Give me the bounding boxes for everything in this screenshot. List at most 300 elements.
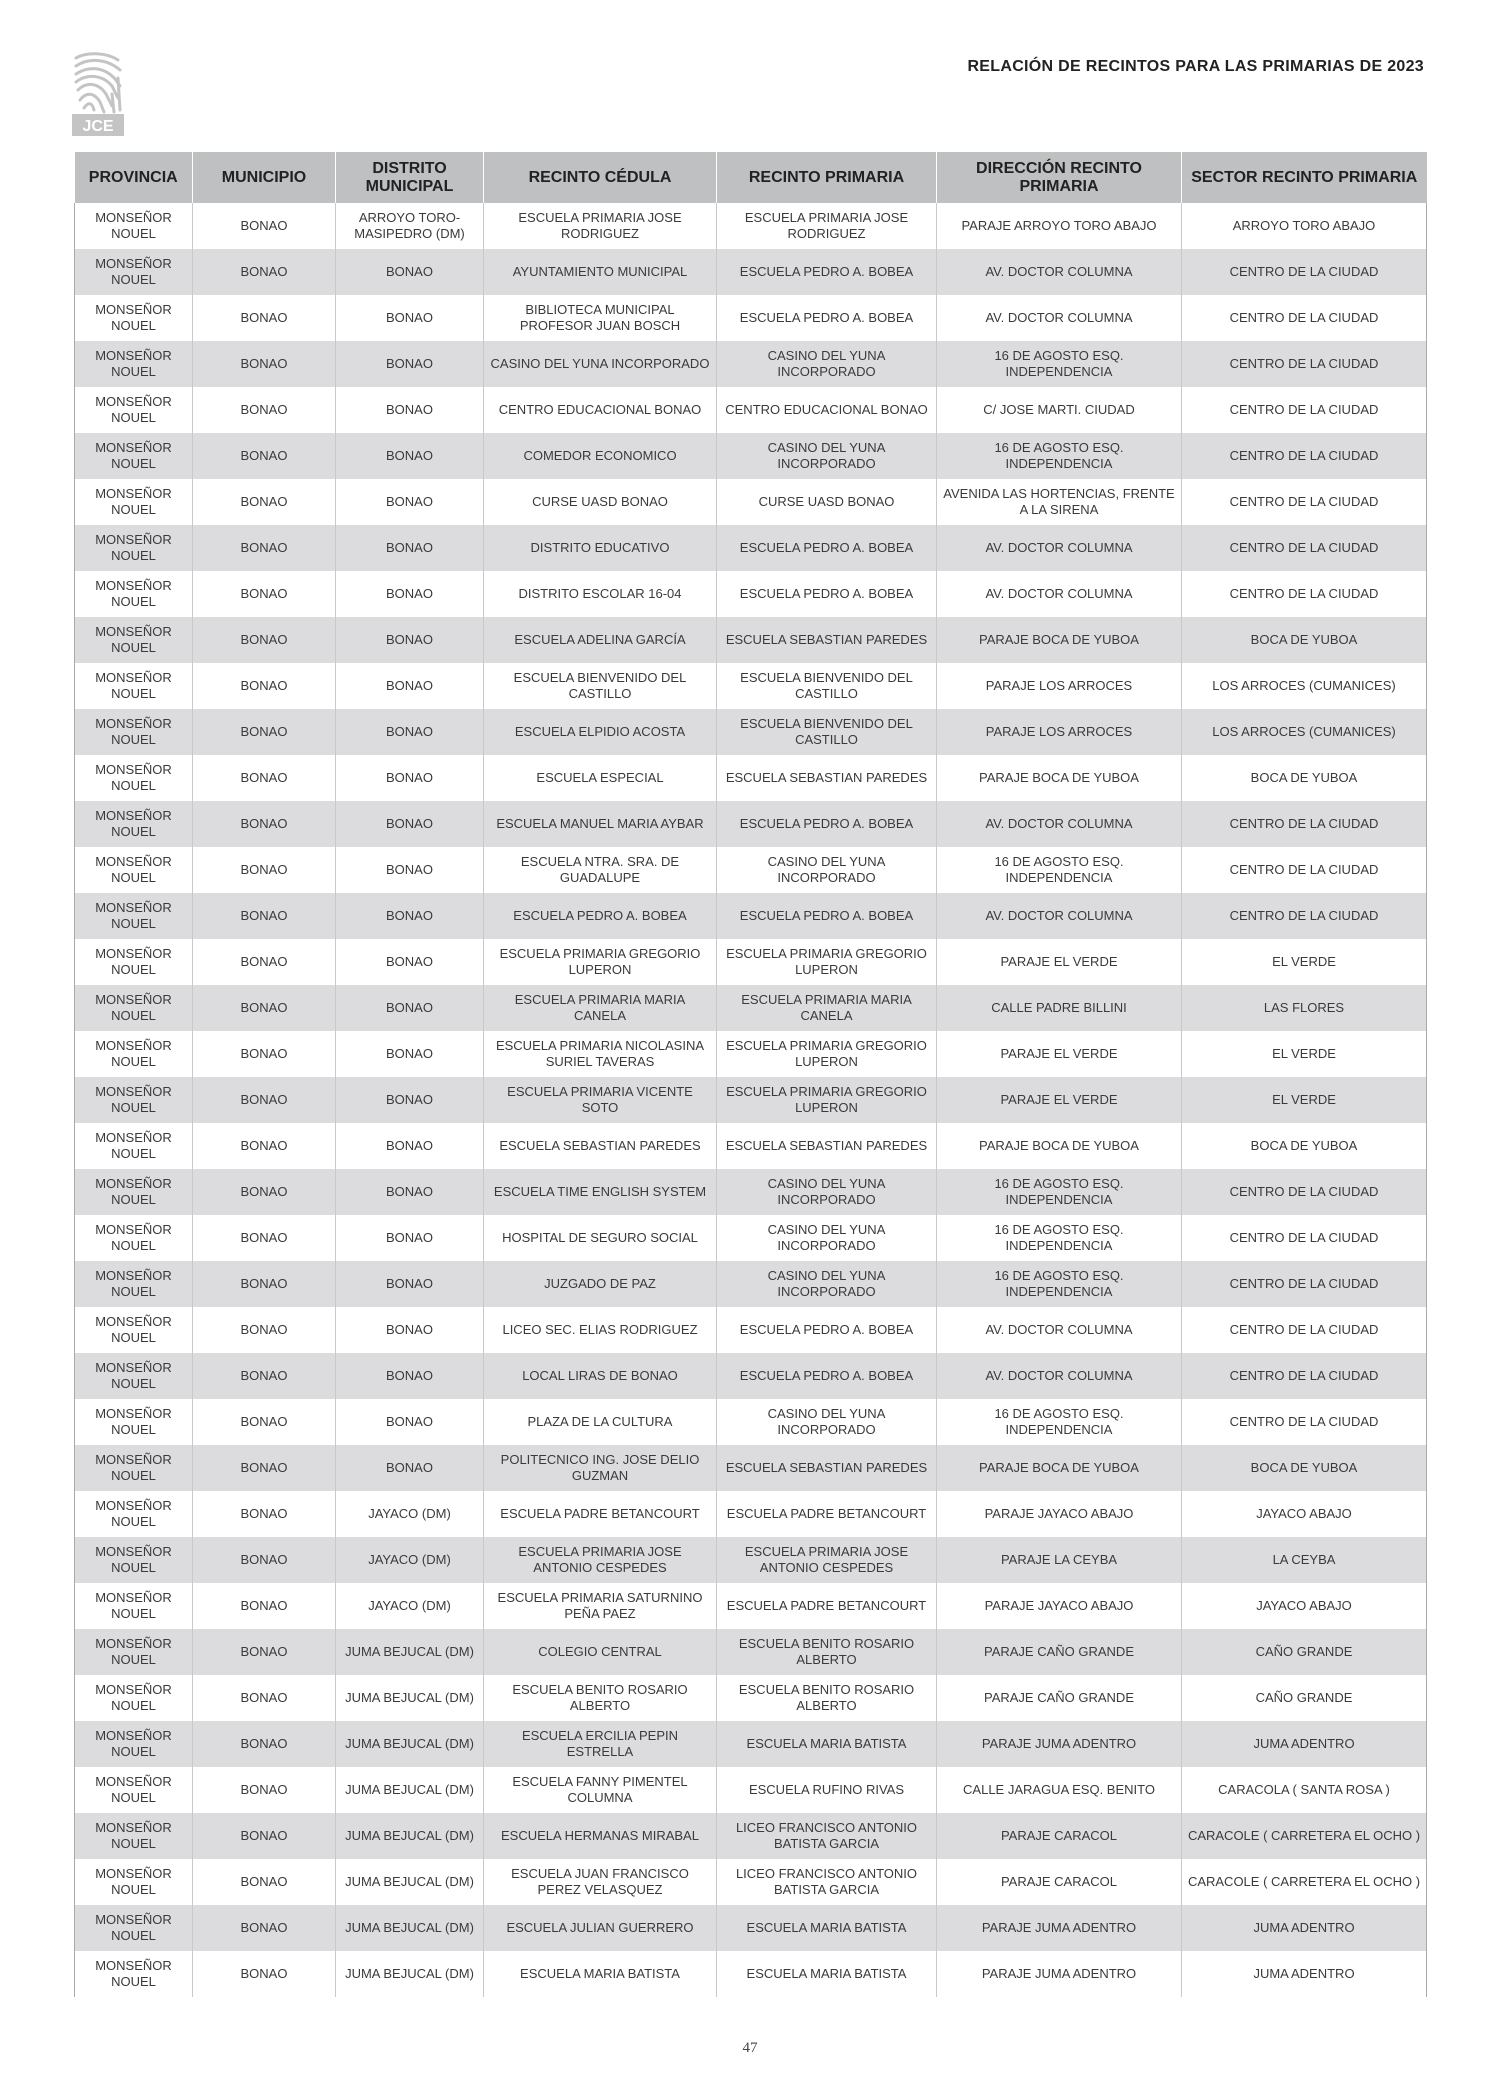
- cell-sector: BOCA DE YUBOA: [1182, 617, 1427, 663]
- cell-provincia: MONSEÑOR NOUEL: [75, 525, 193, 571]
- table-row: [75, 1261, 1427, 1307]
- cell-recinto-cedula: ESCUELA HERMANAS MIRABAL: [484, 1813, 717, 1859]
- cell-sector: CAÑO GRANDE: [1182, 1675, 1427, 1721]
- cell-recinto-cedula: ESCUELA JULIAN GUERRERO: [484, 1905, 717, 1951]
- table-row: [75, 479, 1427, 525]
- cell-direccion: PARAJE LOS ARROCES: [937, 663, 1182, 709]
- cell-municipio: BONAO: [193, 295, 336, 341]
- cell-municipio: BONAO: [193, 525, 336, 571]
- cell-distrito-municipal: BONAO: [336, 525, 484, 571]
- cell-provincia: MONSEÑOR NOUEL: [75, 755, 193, 801]
- cell-recinto-cedula: ESCUELA ELPIDIO ACOSTA: [484, 709, 717, 755]
- cell-recinto-cedula: HOSPITAL DE SEGURO SOCIAL: [484, 1215, 717, 1261]
- cell-distrito-municipal: BONAO: [336, 1261, 484, 1307]
- cell-recinto-cedula: ESCUELA PRIMARIA NICOLASINA SURIEL TAVERAS: [484, 1031, 717, 1077]
- cell-provincia: MONSEÑOR NOUEL: [75, 939, 193, 985]
- table-row: [75, 1951, 1427, 1997]
- cell-distrito-municipal: JUMA BEJUCAL (DM): [336, 1951, 484, 1997]
- cell-direccion: PARAJE EL VERDE: [937, 1031, 1182, 1077]
- table-row: [75, 1307, 1427, 1353]
- cell-sector: CENTRO DE LA CIUDAD: [1182, 433, 1427, 479]
- cell-direccion: C/ JOSE MARTI. CIUDAD: [937, 387, 1182, 433]
- cell-municipio: BONAO: [193, 893, 336, 939]
- cell-provincia: MONSEÑOR NOUEL: [75, 1307, 193, 1353]
- cell-distrito-municipal: BONAO: [336, 341, 484, 387]
- cell-recinto-cedula: PLAZA DE LA CULTURA: [484, 1399, 717, 1445]
- cell-provincia: MONSEÑOR NOUEL: [75, 617, 193, 663]
- cell-provincia: MONSEÑOR NOUEL: [75, 1169, 193, 1215]
- cell-provincia: MONSEÑOR NOUEL: [75, 847, 193, 893]
- cell-municipio: BONAO: [193, 1307, 336, 1353]
- cell-recinto-primaria: ESCUELA PRIMARIA GREGORIO LUPERON: [717, 1077, 937, 1123]
- cell-sector: CARACOLE ( CARRETERA EL OCHO ): [1182, 1813, 1427, 1859]
- cell-municipio: BONAO: [193, 1215, 336, 1261]
- cell-municipio: BONAO: [193, 1445, 336, 1491]
- cell-sector: CENTRO DE LA CIUDAD: [1182, 847, 1427, 893]
- cell-recinto-primaria: ESCUELA SEBASTIAN PAREDES: [717, 617, 937, 663]
- cell-direccion: CALLE JARAGUA ESQ. BENITO: [937, 1767, 1182, 1813]
- cell-distrito-municipal: JUMA BEJUCAL (DM): [336, 1813, 484, 1859]
- cell-recinto-cedula: ESCUELA MARIA BATISTA: [484, 1951, 717, 1997]
- cell-sector: CARACOLA ( SANTA ROSA ): [1182, 1767, 1427, 1813]
- cell-recinto-cedula: COLEGIO CENTRAL: [484, 1629, 717, 1675]
- cell-recinto-cedula: CENTRO EDUCACIONAL BONAO: [484, 387, 717, 433]
- cell-municipio: BONAO: [193, 1537, 336, 1583]
- cell-recinto-cedula: ESCUELA BENITO ROSARIO ALBERTO: [484, 1675, 717, 1721]
- cell-direccion: PARAJE JAYACO ABAJO: [937, 1583, 1182, 1629]
- cell-recinto-primaria: ESCUELA PEDRO A. BOBEA: [717, 893, 937, 939]
- cell-direccion: PARAJE BOCA DE YUBOA: [937, 617, 1182, 663]
- cell-direccion: AV. DOCTOR COLUMNA: [937, 1307, 1182, 1353]
- cell-direccion: PARAJE LOS ARROCES: [937, 709, 1182, 755]
- cell-municipio: BONAO: [193, 939, 336, 985]
- cell-sector: BOCA DE YUBOA: [1182, 1445, 1427, 1491]
- table-row: [75, 249, 1427, 295]
- cell-distrito-municipal: BONAO: [336, 663, 484, 709]
- cell-recinto-primaria: ESCUELA PEDRO A. BOBEA: [717, 801, 937, 847]
- cell-distrito-municipal: BONAO: [336, 617, 484, 663]
- cell-municipio: BONAO: [193, 1675, 336, 1721]
- table-header: [75, 152, 1427, 203]
- cell-sector: LAS FLORES: [1182, 985, 1427, 1031]
- cell-recinto-primaria: CENTRO EDUCACIONAL BONAO: [717, 387, 937, 433]
- cell-provincia: MONSEÑOR NOUEL: [75, 433, 193, 479]
- cell-recinto-primaria: ESCUELA PEDRO A. BOBEA: [717, 571, 937, 617]
- cell-distrito-municipal: JAYACO (DM): [336, 1537, 484, 1583]
- cell-recinto-cedula: DISTRITO ESCOLAR 16-04: [484, 571, 717, 617]
- cell-sector: EL VERDE: [1182, 1031, 1427, 1077]
- cell-recinto-cedula: ESCUELA PRIMARIA SATURNINO PEÑA PAEZ: [484, 1583, 717, 1629]
- cell-recinto-cedula: ESCUELA PRIMARIA MARIA CANELA: [484, 985, 717, 1031]
- cell-municipio: BONAO: [193, 1583, 336, 1629]
- cell-direccion: PARAJE BOCA DE YUBOA: [937, 1123, 1182, 1169]
- cell-municipio: BONAO: [193, 1031, 336, 1077]
- cell-recinto-primaria: ESCUELA PEDRO A. BOBEA: [717, 1307, 937, 1353]
- cell-direccion: 16 DE AGOSTO ESQ. INDEPENDENCIA: [937, 847, 1182, 893]
- cell-recinto-primaria: ESCUELA PADRE BETANCOURT: [717, 1491, 937, 1537]
- cell-recinto-cedula: ESCUELA ADELINA GARCÍA: [484, 617, 717, 663]
- cell-distrito-municipal: BONAO: [336, 939, 484, 985]
- cell-direccion: 16 DE AGOSTO ESQ. INDEPENDENCIA: [937, 1399, 1182, 1445]
- cell-recinto-primaria: CASINO DEL YUNA INCORPORADO: [717, 1261, 937, 1307]
- cell-municipio: BONAO: [193, 1767, 336, 1813]
- cell-recinto-cedula: ESCUELA BIENVENIDO DEL CASTILLO: [484, 663, 717, 709]
- cell-distrito-municipal: BONAO: [336, 1307, 484, 1353]
- cell-provincia: MONSEÑOR NOUEL: [75, 1353, 193, 1399]
- cell-recinto-primaria: ESCUELA PEDRO A. BOBEA: [717, 249, 937, 295]
- cell-direccion: PARAJE CAÑO GRANDE: [937, 1675, 1182, 1721]
- cell-provincia: MONSEÑOR NOUEL: [75, 1491, 193, 1537]
- cell-direccion: PARAJE EL VERDE: [937, 939, 1182, 985]
- cell-provincia: MONSEÑOR NOUEL: [75, 663, 193, 709]
- cell-sector: JUMA ADENTRO: [1182, 1721, 1427, 1767]
- cell-recinto-cedula: ESCUELA PRIMARIA JOSE ANTONIO CESPEDES: [484, 1537, 717, 1583]
- cell-recinto-primaria: ESCUELA MARIA BATISTA: [717, 1721, 937, 1767]
- table-body: [75, 203, 1427, 1997]
- cell-sector: LOS ARROCES (CUMANICES): [1182, 709, 1427, 755]
- table-row: [75, 893, 1427, 939]
- cell-provincia: MONSEÑOR NOUEL: [75, 341, 193, 387]
- cell-municipio: BONAO: [193, 571, 336, 617]
- cell-sector: JUMA ADENTRO: [1182, 1905, 1427, 1951]
- cell-provincia: MONSEÑOR NOUEL: [75, 203, 193, 249]
- cell-recinto-cedula: ESCUELA ERCILIA PEPIN ESTRELLA: [484, 1721, 717, 1767]
- cell-direccion: 16 DE AGOSTO ESQ. INDEPENDENCIA: [937, 433, 1182, 479]
- cell-recinto-cedula: LICEO SEC. ELIAS RODRIGUEZ: [484, 1307, 717, 1353]
- cell-direccion: PARAJE ARROYO TORO ABAJO: [937, 203, 1182, 249]
- cell-recinto-primaria: LICEO FRANCISCO ANTONIO BATISTA GARCIA: [717, 1859, 937, 1905]
- cell-distrito-municipal: JUMA BEJUCAL (DM): [336, 1859, 484, 1905]
- column-header-recinto-cedula: RECINTO CÉDULA: [484, 152, 717, 203]
- cell-recinto-cedula: ESCUELA JUAN FRANCISCO PEREZ VELASQUEZ: [484, 1859, 717, 1905]
- cell-distrito-municipal: JUMA BEJUCAL (DM): [336, 1675, 484, 1721]
- cell-provincia: MONSEÑOR NOUEL: [75, 709, 193, 755]
- cell-recinto-primaria: ESCUELA PRIMARIA GREGORIO LUPERON: [717, 1031, 937, 1077]
- cell-distrito-municipal: BONAO: [336, 387, 484, 433]
- table-row: [75, 433, 1427, 479]
- column-header-provincia: PROVINCIA: [75, 152, 193, 203]
- cell-distrito-municipal: BONAO: [336, 755, 484, 801]
- cell-municipio: BONAO: [193, 1629, 336, 1675]
- cell-sector: LA CEYBA: [1182, 1537, 1427, 1583]
- cell-distrito-municipal: JUMA BEJUCAL (DM): [336, 1721, 484, 1767]
- cell-direccion: PARAJE BOCA DE YUBOA: [937, 755, 1182, 801]
- column-header-distrito-municipal: DISTRITO MUNICIPAL: [336, 152, 484, 203]
- cell-recinto-cedula: CASINO DEL YUNA INCORPORADO: [484, 341, 717, 387]
- table-row: [75, 617, 1427, 663]
- cell-direccion: AV. DOCTOR COLUMNA: [937, 571, 1182, 617]
- table-row: [75, 1077, 1427, 1123]
- cell-sector: CENTRO DE LA CIUDAD: [1182, 525, 1427, 571]
- cell-sector: CENTRO DE LA CIUDAD: [1182, 387, 1427, 433]
- jce-logo: [72, 50, 124, 136]
- table-row: [75, 709, 1427, 755]
- table-row: [75, 985, 1427, 1031]
- cell-direccion: CALLE PADRE BILLINI: [937, 985, 1182, 1031]
- cell-direccion: PARAJE JUMA ADENTRO: [937, 1905, 1182, 1951]
- cell-sector: CENTRO DE LA CIUDAD: [1182, 1353, 1427, 1399]
- cell-direccion: 16 DE AGOSTO ESQ. INDEPENDENCIA: [937, 1215, 1182, 1261]
- cell-recinto-cedula: ESCUELA PRIMARIA VICENTE SOTO: [484, 1077, 717, 1123]
- table-row: [75, 939, 1427, 985]
- cell-distrito-municipal: JUMA BEJUCAL (DM): [336, 1905, 484, 1951]
- cell-municipio: BONAO: [193, 1491, 336, 1537]
- cell-provincia: MONSEÑOR NOUEL: [75, 1077, 193, 1123]
- cell-direccion: AV. DOCTOR COLUMNA: [937, 893, 1182, 939]
- cell-municipio: BONAO: [193, 755, 336, 801]
- cell-distrito-municipal: BONAO: [336, 571, 484, 617]
- table-row: [75, 1675, 1427, 1721]
- cell-provincia: MONSEÑOR NOUEL: [75, 1721, 193, 1767]
- cell-recinto-primaria: CASINO DEL YUNA INCORPORADO: [717, 1399, 937, 1445]
- cell-recinto-primaria: ESCUELA BIENVENIDO DEL CASTILLO: [717, 709, 937, 755]
- cell-distrito-municipal: BONAO: [336, 1215, 484, 1261]
- cell-recinto-primaria: ESCUELA BENITO ROSARIO ALBERTO: [717, 1675, 937, 1721]
- cell-recinto-primaria: ESCUELA SEBASTIAN PAREDES: [717, 755, 937, 801]
- cell-municipio: BONAO: [193, 1905, 336, 1951]
- cell-direccion: AV. DOCTOR COLUMNA: [937, 249, 1182, 295]
- table-row: [75, 1767, 1427, 1813]
- cell-recinto-primaria: ESCUELA PEDRO A. BOBEA: [717, 1353, 937, 1399]
- cell-direccion: AV. DOCTOR COLUMNA: [937, 295, 1182, 341]
- cell-sector: CENTRO DE LA CIUDAD: [1182, 295, 1427, 341]
- cell-municipio: BONAO: [193, 801, 336, 847]
- cell-direccion: PARAJE CARACOL: [937, 1813, 1182, 1859]
- page-number: 47: [742, 2040, 758, 2056]
- cell-recinto-cedula: ESCUELA PEDRO A. BOBEA: [484, 893, 717, 939]
- cell-distrito-municipal: BONAO: [336, 1353, 484, 1399]
- cell-sector: BOCA DE YUBOA: [1182, 1123, 1427, 1169]
- cell-distrito-municipal: BONAO: [336, 1445, 484, 1491]
- cell-sector: CENTRO DE LA CIUDAD: [1182, 1399, 1427, 1445]
- cell-sector: ARROYO TORO ABAJO: [1182, 203, 1427, 249]
- table-row: [75, 1215, 1427, 1261]
- cell-distrito-municipal: BONAO: [336, 893, 484, 939]
- cell-recinto-primaria: ESCUELA PRIMARIA JOSE RODRIGUEZ: [717, 203, 937, 249]
- cell-sector: CENTRO DE LA CIUDAD: [1182, 571, 1427, 617]
- cell-municipio: BONAO: [193, 479, 336, 525]
- cell-recinto-primaria: ESCUELA PRIMARIA MARIA CANELA: [717, 985, 937, 1031]
- cell-direccion: AV. DOCTOR COLUMNA: [937, 801, 1182, 847]
- table-row: [75, 1583, 1427, 1629]
- cell-recinto-primaria: CASINO DEL YUNA INCORPORADO: [717, 1169, 937, 1215]
- cell-provincia: MONSEÑOR NOUEL: [75, 801, 193, 847]
- cell-recinto-cedula: ESCUELA ESPECIAL: [484, 755, 717, 801]
- table-row: [75, 847, 1427, 893]
- cell-recinto-primaria: ESCUELA PEDRO A. BOBEA: [717, 525, 937, 571]
- cell-direccion: PARAJE CARACOL: [937, 1859, 1182, 1905]
- cell-sector: EL VERDE: [1182, 939, 1427, 985]
- cell-municipio: BONAO: [193, 1169, 336, 1215]
- column-header-sector: SECTOR RECINTO PRIMARIA: [1182, 152, 1427, 203]
- cell-provincia: MONSEÑOR NOUEL: [75, 249, 193, 295]
- table-row: [75, 1629, 1427, 1675]
- cell-distrito-municipal: BONAO: [336, 1399, 484, 1445]
- cell-municipio: BONAO: [193, 663, 336, 709]
- table-row: [75, 1123, 1427, 1169]
- cell-distrito-municipal: BONAO: [336, 1077, 484, 1123]
- cell-distrito-municipal: BONAO: [336, 479, 484, 525]
- cell-sector: JAYACO ABAJO: [1182, 1491, 1427, 1537]
- cell-direccion: PARAJE EL VERDE: [937, 1077, 1182, 1123]
- cell-recinto-cedula: JUZGADO DE PAZ: [484, 1261, 717, 1307]
- cell-provincia: MONSEÑOR NOUEL: [75, 571, 193, 617]
- table-row: [75, 1491, 1427, 1537]
- table-row: [75, 387, 1427, 433]
- cell-municipio: BONAO: [193, 433, 336, 479]
- cell-sector: CENTRO DE LA CIUDAD: [1182, 1169, 1427, 1215]
- cell-sector: JUMA ADENTRO: [1182, 1951, 1427, 1997]
- cell-recinto-primaria: CASINO DEL YUNA INCORPORADO: [717, 847, 937, 893]
- cell-provincia: MONSEÑOR NOUEL: [75, 1123, 193, 1169]
- cell-distrito-municipal: BONAO: [336, 985, 484, 1031]
- cell-recinto-primaria: LICEO FRANCISCO ANTONIO BATISTA GARCIA: [717, 1813, 937, 1859]
- cell-direccion: PARAJE BOCA DE YUBOA: [937, 1445, 1182, 1491]
- column-header-recinto-primaria: RECINTO PRIMARIA: [717, 152, 937, 203]
- cell-distrito-municipal: JAYACO (DM): [336, 1583, 484, 1629]
- cell-distrito-municipal: BONAO: [336, 847, 484, 893]
- cell-distrito-municipal: JUMA BEJUCAL (DM): [336, 1767, 484, 1813]
- cell-sector: CARACOLE ( CARRETERA EL OCHO ): [1182, 1859, 1427, 1905]
- table-row: [75, 1399, 1427, 1445]
- cell-recinto-cedula: AYUNTAMIENTO MUNICIPAL: [484, 249, 717, 295]
- cell-municipio: BONAO: [193, 387, 336, 433]
- cell-recinto-cedula: ESCUELA FANNY PIMENTEL COLUMNA: [484, 1767, 717, 1813]
- cell-recinto-cedula: ESCUELA SEBASTIAN PAREDES: [484, 1123, 717, 1169]
- cell-recinto-primaria: ESCUELA RUFINO RIVAS: [717, 1767, 937, 1813]
- cell-provincia: MONSEÑOR NOUEL: [75, 985, 193, 1031]
- cell-provincia: MONSEÑOR NOUEL: [75, 1215, 193, 1261]
- cell-recinto-primaria: ESCUELA SEBASTIAN PAREDES: [717, 1445, 937, 1491]
- cell-direccion: PARAJE LA CEYBA: [937, 1537, 1182, 1583]
- cell-sector: CENTRO DE LA CIUDAD: [1182, 1261, 1427, 1307]
- cell-sector: CENTRO DE LA CIUDAD: [1182, 801, 1427, 847]
- column-header-municipio: MUNICIPIO: [193, 152, 336, 203]
- cell-sector: CAÑO GRANDE: [1182, 1629, 1427, 1675]
- cell-recinto-cedula: ESCUELA MANUEL MARIA AYBAR: [484, 801, 717, 847]
- cell-municipio: BONAO: [193, 1951, 336, 1997]
- cell-recinto-primaria: CURSE UASD BONAO: [717, 479, 937, 525]
- cell-direccion: PARAJE JAYACO ABAJO: [937, 1491, 1182, 1537]
- logo-text: JCE: [82, 118, 114, 135]
- cell-sector: CENTRO DE LA CIUDAD: [1182, 1215, 1427, 1261]
- cell-municipio: BONAO: [193, 709, 336, 755]
- table-row: [75, 1721, 1427, 1767]
- table-row: [75, 755, 1427, 801]
- cell-direccion: 16 DE AGOSTO ESQ. INDEPENDENCIA: [937, 1169, 1182, 1215]
- cell-provincia: MONSEÑOR NOUEL: [75, 893, 193, 939]
- cell-direccion: 16 DE AGOSTO ESQ. INDEPENDENCIA: [937, 341, 1182, 387]
- cell-recinto-cedula: ESCUELA TIME ENGLISH SYSTEM: [484, 1169, 717, 1215]
- cell-municipio: BONAO: [193, 847, 336, 893]
- cell-distrito-municipal: BONAO: [336, 433, 484, 479]
- cell-provincia: MONSEÑOR NOUEL: [75, 1537, 193, 1583]
- cell-sector: EL VERDE: [1182, 1077, 1427, 1123]
- cell-provincia: MONSEÑOR NOUEL: [75, 387, 193, 433]
- cell-distrito-municipal: BONAO: [336, 249, 484, 295]
- cell-sector: JAYACO ABAJO: [1182, 1583, 1427, 1629]
- cell-provincia: MONSEÑOR NOUEL: [75, 1675, 193, 1721]
- cell-recinto-cedula: COMEDOR ECONOMICO: [484, 433, 717, 479]
- cell-recinto-cedula: ESCUELA PADRE BETANCOURT: [484, 1491, 717, 1537]
- cell-provincia: MONSEÑOR NOUEL: [75, 479, 193, 525]
- cell-recinto-primaria: ESCUELA MARIA BATISTA: [717, 1905, 937, 1951]
- table-row: [75, 1031, 1427, 1077]
- cell-municipio: BONAO: [193, 1353, 336, 1399]
- cell-recinto-primaria: ESCUELA PADRE BETANCOURT: [717, 1583, 937, 1629]
- cell-recinto-cedula: ESCUELA PRIMARIA JOSE RODRIGUEZ: [484, 203, 717, 249]
- cell-direccion: PARAJE JUMA ADENTRO: [937, 1951, 1182, 1997]
- table-row: [75, 1859, 1427, 1905]
- cell-provincia: MONSEÑOR NOUEL: [75, 1859, 193, 1905]
- table-row: [75, 295, 1427, 341]
- cell-recinto-primaria: ESCUELA BIENVENIDO DEL CASTILLO: [717, 663, 937, 709]
- table-row: [75, 1353, 1427, 1399]
- cell-sector: LOS ARROCES (CUMANICES): [1182, 663, 1427, 709]
- cell-provincia: MONSEÑOR NOUEL: [75, 1951, 193, 1997]
- table-row: [75, 525, 1427, 571]
- table-row: [75, 1169, 1427, 1215]
- cell-municipio: BONAO: [193, 1123, 336, 1169]
- table-row: [75, 1445, 1427, 1491]
- cell-provincia: MONSEÑOR NOUEL: [75, 1031, 193, 1077]
- cell-distrito-municipal: ARROYO TORO-MASIPEDRO (DM): [336, 203, 484, 249]
- document-title: RELACIÓN DE RECINTOS PARA LAS PRIMARIAS DE 2023: [967, 58, 1424, 75]
- cell-recinto-primaria: ESCUELA PRIMARIA JOSE ANTONIO CESPEDES: [717, 1537, 937, 1583]
- cell-recinto-cedula: BIBLIOTECA MUNICIPAL PROFESOR JUAN BOSCH: [484, 295, 717, 341]
- cell-recinto-primaria: ESCUELA PRIMARIA GREGORIO LUPERON: [717, 939, 937, 985]
- cell-direccion: 16 DE AGOSTO ESQ. INDEPENDENCIA: [937, 1261, 1182, 1307]
- table-row: [75, 1905, 1427, 1951]
- cell-provincia: MONSEÑOR NOUEL: [75, 295, 193, 341]
- cell-provincia: MONSEÑOR NOUEL: [75, 1767, 193, 1813]
- table-row: [75, 1537, 1427, 1583]
- cell-distrito-municipal: BONAO: [336, 1169, 484, 1215]
- cell-provincia: MONSEÑOR NOUEL: [75, 1445, 193, 1491]
- cell-distrito-municipal: BONAO: [336, 801, 484, 847]
- cell-recinto-cedula: ESCUELA NTRA. SRA. DE GUADALUPE: [484, 847, 717, 893]
- table-row: [75, 203, 1427, 249]
- cell-sector: CENTRO DE LA CIUDAD: [1182, 1307, 1427, 1353]
- cell-direccion: AV. DOCTOR COLUMNA: [937, 525, 1182, 571]
- cell-sector: CENTRO DE LA CIUDAD: [1182, 341, 1427, 387]
- cell-recinto-primaria: ESCUELA SEBASTIAN PAREDES: [717, 1123, 937, 1169]
- cell-municipio: BONAO: [193, 1859, 336, 1905]
- cell-municipio: BONAO: [193, 1077, 336, 1123]
- cell-recinto-cedula: POLITECNICO ING. JOSE DELIO GUZMAN: [484, 1445, 717, 1491]
- cell-direccion: PARAJE CAÑO GRANDE: [937, 1629, 1182, 1675]
- cell-sector: CENTRO DE LA CIUDAD: [1182, 249, 1427, 295]
- cell-recinto-primaria: CASINO DEL YUNA INCORPORADO: [717, 433, 937, 479]
- cell-provincia: MONSEÑOR NOUEL: [75, 1399, 193, 1445]
- cell-recinto-primaria: CASINO DEL YUNA INCORPORADO: [717, 341, 937, 387]
- table-row: [75, 1813, 1427, 1859]
- cell-distrito-municipal: JAYACO (DM): [336, 1491, 484, 1537]
- cell-municipio: BONAO: [193, 617, 336, 663]
- cell-provincia: MONSEÑOR NOUEL: [75, 1905, 193, 1951]
- cell-direccion: PARAJE JUMA ADENTRO: [937, 1721, 1182, 1767]
- cell-recinto-cedula: CURSE UASD BONAO: [484, 479, 717, 525]
- cell-provincia: MONSEÑOR NOUEL: [75, 1813, 193, 1859]
- table-row: [75, 663, 1427, 709]
- cell-municipio: BONAO: [193, 1721, 336, 1767]
- table-row: [75, 341, 1427, 387]
- column-header-direccion: DIRECCIÓN RECINTO PRIMARIA: [937, 152, 1182, 203]
- cell-distrito-municipal: JUMA BEJUCAL (DM): [336, 1629, 484, 1675]
- cell-recinto-primaria: ESCUELA MARIA BATISTA: [717, 1951, 937, 1997]
- cell-recinto-primaria: CASINO DEL YUNA INCORPORADO: [717, 1215, 937, 1261]
- cell-municipio: BONAO: [193, 1261, 336, 1307]
